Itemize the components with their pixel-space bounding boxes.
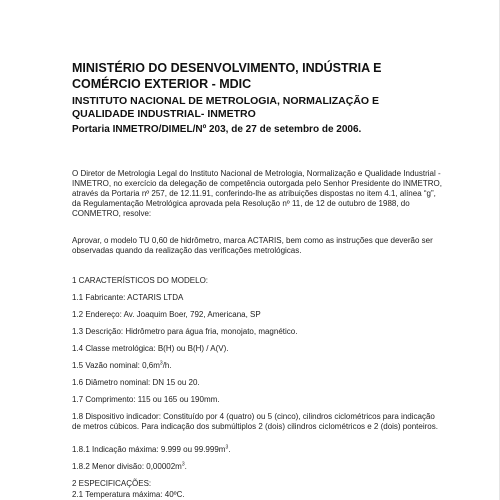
item-1-5 xyxy=(72,361,442,371)
ministry-heading: MINISTÉRIO DO DESENVOLVIMENTO, INDÚSTRIA E COMÉRCIO EXTERIOR - MDIC xyxy=(72,61,382,91)
item-2-1: 2.1 Temperatura máxima: 40ºC. xyxy=(72,490,185,499)
item-1-5-tail: /h. xyxy=(162,361,172,370)
item-1-6: 1.6 Diâmetro nominal: DN 15 ou 20. xyxy=(72,378,200,387)
item-1-8-1-text: 1.8.1 Indicação máxima: 9.999 ou 99.999m xyxy=(72,445,226,454)
item-1-8-1-superscript: 3 xyxy=(225,444,229,451)
preamble-paragraph: O Diretor de Metrologia Legal do Instituto Nacional de Metrologia, Normalização e Qualidade Industrial - INMETRO, no exercício da delegação de competência outorgada pelo Senhor Presidente do INMETRO, através da Portaria nº 257, de 12.11.91, conferindo-lhe as atribuições dispostas no item 4.1, alínea “g”, da Regulamentação Metrológica aprovada pela Resolução nº 11, de 12 de outubro de 1988, do CONMETRO, resolve: xyxy=(72,169,442,218)
item-1-2: 1.2 Endereço: Av. Joaquim Boer, 792, Americana, SP xyxy=(72,310,261,319)
item-1-8-2 xyxy=(72,462,442,472)
item-1-5-text: 1.5 Vazão nominal: 0,6m xyxy=(72,361,160,370)
item-1-8-2-tail: . xyxy=(184,462,187,471)
item-1-8: 1.8 Dispositivo indicador: Constituído por 4 (quatro) ou 5 (cinco), cilindros ciclométricos para indicação de metros cúbicos. Para indicação dos submúltiplos 2 (dois) cilindros ciclométricos e 2 (dois) ponteiros. xyxy=(72,412,438,431)
section-2-title: 2 ESPECIFICAÇÕES: xyxy=(72,479,152,488)
item-1-4: 1.4 Classe metrológica: B(H) ou B(H) / A(V). xyxy=(72,344,229,353)
item-1-5-superscript: 3 xyxy=(159,360,163,367)
institute-heading: INSTITUTO NACIONAL DE METROLOGIA, NORMALIZAÇÃO E QUALIDADE INDUSTRIAL- INMETRO xyxy=(72,95,380,120)
ordinance-title: Portaria INMETRO/DIMEL/Nº 203, de 27 de setembro de 2006. xyxy=(72,124,362,135)
item-1-3: 1.3 Descrição: Hidrômetro para água fria, monojato, magnético. xyxy=(72,327,298,336)
item-1-8-1-tail: . xyxy=(228,445,231,454)
item-1-8-1 xyxy=(72,445,442,455)
approval-paragraph: Aprovar, o modelo TU 0,60 de hidrômetro, marca ACTARIS, bem como as instruções que deverão ser observadas quando da realização das verificações metrológicas. xyxy=(72,236,433,255)
item-1-7: 1.7 Comprimento: 115 ou 165 ou 190mm. xyxy=(72,395,220,404)
item-1-1: 1.1 Fabricante: ACTARIS LTDA xyxy=(72,293,184,302)
section-1-title: 1 CARACTERÍSTICOS DO MODELO: xyxy=(72,276,209,285)
item-1-8-2-superscript: 3 xyxy=(181,461,185,468)
item-1-8-2-text: 1.8.2 Menor divisão: 0,00002m xyxy=(72,462,182,471)
